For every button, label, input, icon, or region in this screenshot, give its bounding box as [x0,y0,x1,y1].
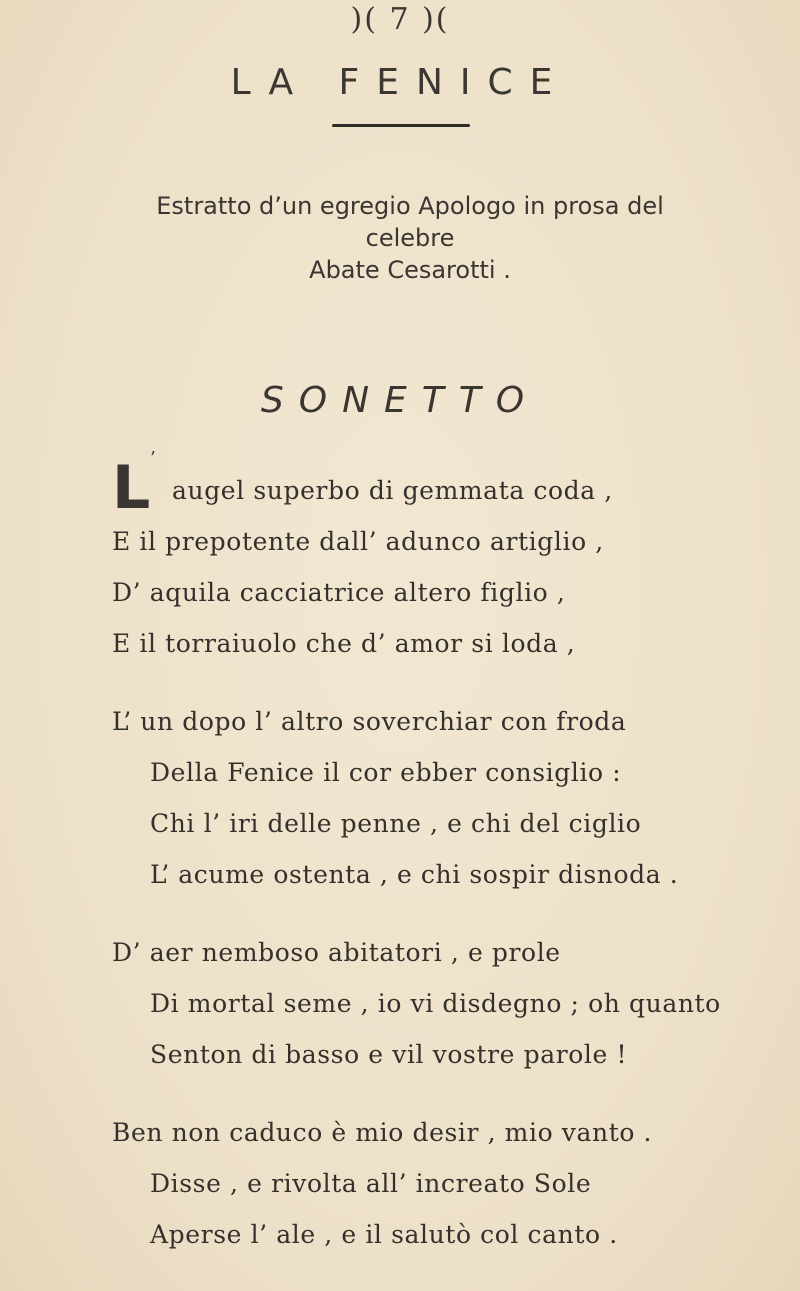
sonnet-line-1: augel superbo di gemmata coda , [172,476,613,505]
sonnet-line-9: D’ aer nemboso abitatori , e prole [112,938,561,967]
sonnet-line-11: Senton di basso e vil vostre parole ! [150,1040,628,1069]
page-number: )( 7 )( [350,2,450,37]
extract-line-1: Estratto d’un egregio Apologo in prosa del celebre [156,192,664,252]
extract-note [110,190,710,286]
drop-cap-apostrophe: ’ [150,448,156,469]
sonnet-line-7: Chi l’ iri delle penne , e chi del ciglio [150,809,642,838]
sonnet-line-2: E il prepotente dall’ adunco artiglio , [112,527,604,556]
sonnet-line-4: E il torraiuolo che d’ amor si loda , [112,629,576,658]
sonnet-line-6: Della Fenice il cor ebber consiglio : [150,758,622,787]
sonnet-line-5: L’ un dopo l’ altro soverchiar con froda [112,707,627,736]
sonnet-line-13: Disse , e rivolta all’ increato Sole [150,1169,592,1198]
sonnet-heading: SONETTO [260,380,540,421]
title-divider [332,124,470,127]
sonnet-line-12: Ben non caduco è mio desir , mio vanto . [112,1118,653,1147]
page-title: LA FENICE [230,62,570,103]
sonnet-line-8: L’ acume ostenta , e chi sospir disnoda . [150,860,679,889]
sonnet-line-10: Di mortal seme , io vi disdegno ; oh quanto [150,989,721,1018]
drop-cap: L [112,453,151,523]
sonnet-line-14: Aperse l’ ale , e il salutò col canto . [150,1220,618,1249]
sonnet-line-3: D’ aquila cacciatrice altero figlio , [112,578,566,607]
extract-line-2: Abate Cesarotti . [309,256,511,284]
